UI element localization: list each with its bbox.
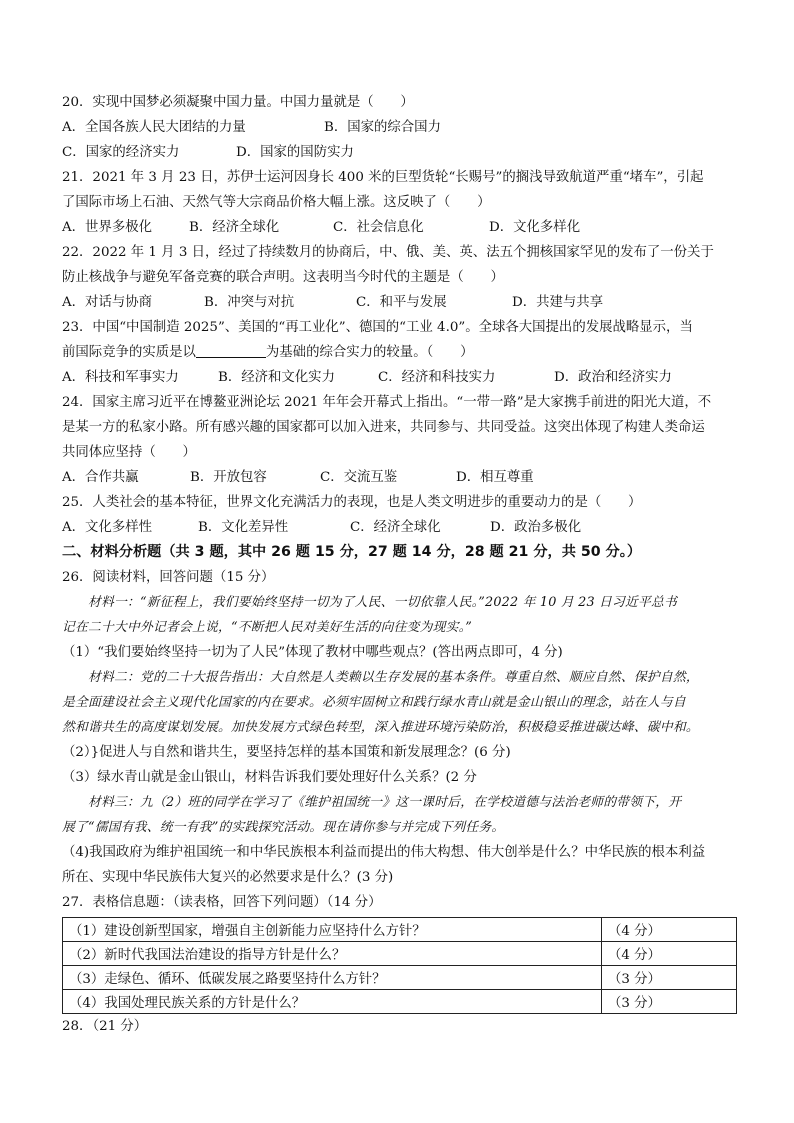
- option-a: A．文化多样性: [62, 520, 153, 535]
- option-b: B．文化差异性: [198, 520, 289, 535]
- question-22-options: [62, 290, 738, 315]
- table-score-cell: （3 分）: [602, 990, 737, 1014]
- question-23-stem-part1: 前国际竞争的实质是以: [62, 345, 196, 360]
- option-d: D．政治多极化: [490, 520, 582, 535]
- table-question-cell: （3）走绿色、循环、低碳发展之路要坚持什么方针？: [63, 966, 602, 990]
- question-22-stem-line2: 防止核战争与避免军备竞赛的联合声明。这表明当今时代的主题是（ ）: [62, 270, 504, 285]
- option-b: B．经济和文化实力: [218, 370, 335, 385]
- question-21-stem-line1: 21．2021 年 3 月 23 日，苏伊士运河因身长 400 米的巨型货轮“长赐号”的搁浅导致航道严重“堵车”，引起: [62, 170, 704, 185]
- option-c: C．经济全球化: [350, 520, 441, 535]
- material-1-line2: 记在二十大中外记者会上说，“不断把人民对美好生活的向往变为现实。”: [62, 620, 472, 635]
- material-2-line2: 是全面建设社会主义现代化国家的内在要求。必须牢固树立和践行绿水青山就是金山银山的理念，站在人与自: [62, 695, 686, 710]
- table-score-cell: （3 分）: [602, 966, 737, 990]
- question-21-stem-line2: 了国际市场上石油、天然气等大宗商品价格大幅上涨。这反映了（ ）: [62, 195, 491, 210]
- option-c: C．和平与发展: [356, 295, 447, 310]
- question-23-options: [62, 365, 738, 390]
- table-row: [63, 942, 737, 966]
- option-b: B．冲突与对抗: [204, 295, 295, 310]
- table-row: [63, 990, 737, 1014]
- table-score-cell: （4 分）: [602, 942, 737, 966]
- material-3-line1: 材料三：九（2）班的同学在学习了《维护祖国统一》这一课时后，在学校道德与法治老师的带领下，开: [88, 795, 682, 810]
- sub-question-4-line1: （4)我国政府为维护祖国统一和中华民族根本利益而提出的伟大构想、伟大创举是什么？中华民族的根本利益: [62, 845, 706, 860]
- material-2-line1: 材料二：党的二十大报告指出：大自然是人类赖以生存发展的基本条件。尊重自然、顺应自然、保护自然，: [88, 670, 699, 685]
- question-20-stem: 20．实现中国梦必须凝聚中国力量。中国力量就是（ ）: [62, 95, 414, 110]
- question-21-options: [62, 215, 738, 240]
- option-a: A．对话与协商: [62, 295, 153, 310]
- answer-blank: [196, 341, 266, 358]
- question-23-stem-part2: 为基础的综合实力的较量。（ ）: [265, 345, 474, 360]
- sub-question-1: （1）“我们要始终坚持一切为了人民”体现了教材中哪些观点？(答出两点即可，4 分): [62, 645, 563, 660]
- option-c: C．国家的经济实力: [62, 145, 180, 160]
- option-d: D．文化多样化: [489, 220, 581, 235]
- option-d: D．相互尊重: [456, 470, 534, 485]
- material-3-line2: 展了“儒国有我、统一有我”的实践探究活动。现在请你参与并完成下列任务。: [62, 820, 505, 835]
- question-27-heading: 27．表格信息题：（读表格，回答下列问题）（14 分）: [62, 895, 382, 910]
- table-question-cell: （2）新时代我国法治建设的指导方针是什么？: [63, 942, 602, 966]
- option-b: B．经济全球化: [189, 220, 280, 235]
- sub-question-3: （3）绿水青山就是金山银山，材料告诉我们要处理好什么关系？(2 分: [62, 770, 477, 785]
- table-row: [63, 966, 737, 990]
- question-24-stem-line2: 是某一方的私家小路。所有感兴趣的国家都可以加入进来，共同参与、共同受益。这突出体现了构建人类命运: [62, 420, 705, 435]
- option-d: D．国家的国防实力: [236, 145, 354, 160]
- option-b: B．国家的综合国力: [324, 120, 441, 135]
- question-23-stem-line2: [62, 340, 738, 365]
- option-b: B．开放包容: [190, 470, 267, 485]
- question-28-heading: 28．（21 分）: [62, 1019, 148, 1034]
- option-a: A．世界多极化: [62, 220, 153, 235]
- exam-page: [62, 90, 738, 1039]
- option-a: A．全国各族人民大团结的力量: [62, 120, 246, 135]
- question-22-stem-line1: 22．2022 年 1 月 3 日，经过了持续数月的协商后，中、俄、美、英、法五个拥核国家罕见的发布了一份关于: [62, 245, 714, 260]
- option-c: C．交流互鉴: [320, 470, 398, 485]
- material-2-line3: 然和谐共生的高度谋划发展。加快发展方式绿色转型，深入推进环境污染防治，积极稳妥推进碳达峰、碳中和。: [62, 720, 699, 735]
- table-question-cell: （1）建设创新型国家，增强自主创新能力应坚持什么方针？: [63, 918, 602, 942]
- question-25-stem: 25．人类社会的基本特征，世界文化充满活力的表现，也是人类文明进步的重要动力的是（ ）: [62, 495, 642, 510]
- question-26-heading: 26．阅读材料，回答问题（15 分）: [62, 570, 275, 585]
- question-25-options: [62, 515, 738, 540]
- question-23-stem-line1: 23．中国“中国制造 2025”、美国的“再工业化”、德国的“工业 4.0”。全球各大国提出的发展战略显示，当: [62, 320, 693, 335]
- option-a: A．合作共赢: [62, 470, 139, 485]
- question-24-options: [62, 465, 738, 490]
- option-c: C．经济和科技实力: [378, 370, 496, 385]
- question-27-table: [62, 917, 737, 1014]
- question-24-stem-line1: 24．国家主席习近平在博鳌亚洲论坛 2021 年年会开幕式上指出。“一带一路”是大家携手前进的阳光大道，不: [62, 395, 712, 410]
- question-24-stem-line3: 共同体应坚持（ ）: [62, 445, 196, 460]
- section-heading: 二、材料分析题（共 3 题，其中 26 题 15 分，27 题 14 分，28 题 21 分，共 50 分。）: [62, 544, 642, 560]
- table-score-cell: （4 分）: [602, 918, 737, 942]
- table-question-cell: （4）我国处理民族关系的方针是什么？: [63, 990, 602, 1014]
- option-d: D．政治和经济实力: [554, 370, 672, 385]
- option-c: C．社会信息化: [333, 220, 424, 235]
- question-20-options-2: [62, 140, 738, 165]
- question-20-options: [62, 115, 738, 140]
- table-row: [63, 918, 737, 942]
- material-1-line1: 材料一：“新征程上，我们要始终坚持一切为了人民、一切依靠人民。”2022 年 10 月 23 日习近平总书: [88, 595, 678, 610]
- sub-question-2: （2）}促进人与自然和谐共生，要坚持怎样的基本国策和新发展理念？(6 分): [62, 745, 511, 760]
- option-a: A．科技和军事实力: [62, 370, 179, 385]
- option-d: D．共建与共享: [512, 295, 604, 310]
- sub-question-4-line2: 所在、实现中华民族伟大复兴的必然要求是什么？(3 分): [62, 870, 394, 885]
